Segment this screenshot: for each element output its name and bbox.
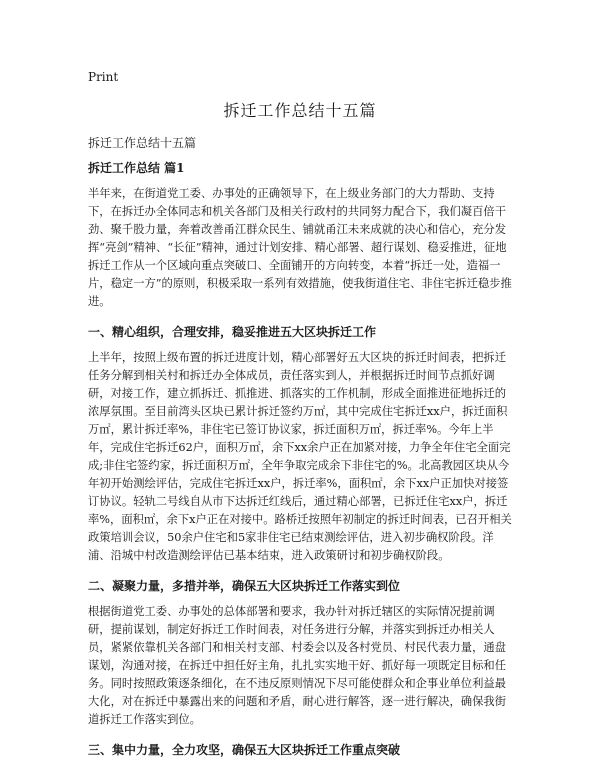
section-paragraph: 上半年，按照上级布置的拆迁进度计划，精心部署好五大区块的拆迁时间表，把拆迁任务分解到相关村和拆迁办全体成员，责任落实到人，并根据拆迁时间节点抓好调研，对接工作，建立抓拆迁、抓推进、抓落实的工作机制，形成全面推进征地拆迁的浓厚氛围。至目前湾头区块已累计拆迁签约万㎡，其中完成住宅拆迁xx户，拆迁面积万㎡，累计拆迁率%，非住宅已签订协议家，拆迁面积万㎡，拆迁率%。今年上半年，完成住宅拆迁62户，面积万㎡，余下xx余户正在加紧对接，力争全年住宅全面完成;非住宅签约家，拆迁面积万㎡，全年争取完成余下非住宅的%。北高教园区块从今年初开始测绘评估，完成住宅拆迁xx户，拆迁率%，面积㎡，余下xx户正加快对接签订协议。轻轨二号线自从市下达拆迁红线后，通过精心部署，已拆迁住宅xx户，拆迁率%，面积㎡，余下x户正在对接中。路桥迁按照年初制定的拆迁时间表，已召开相关政策培训会议，50余户住宅和5家非住宅已结束测绘评估，进入初步确权阶段。洋浦、沿城中村改造测绘评估已基本结束，进入政策研讨和初步确权阶段。 [88, 351, 512, 562]
document-subtitle: 拆迁工作总结十五篇 [88, 136, 197, 150]
print-label: Print [88, 70, 119, 84]
section-heading: 拆迁工作总结 篇1 [88, 161, 185, 175]
section-heading: 二、凝聚力量，多措并举，确保五大区块拆迁工作落实到位 [88, 579, 401, 593]
document-body [88, 160, 516, 767]
section-heading: 三、集中力量，全力攻坚，确保五大区块拆迁工作重点突破 [88, 743, 401, 757]
section-heading: 一、精心组织，合理安排，稳妥推进五大区块拆迁工作 [88, 325, 377, 339]
section-paragraph: 半年来，在街道党工委、办事处的正确领导下，在上级业务部门的大力帮助、支持下，在拆迁办全体同志和机关各部门及相关行政村的共同努力配合下，我们凝百倍干劲、聚千股力量，奔着改善甬江群众民生、铺就甬江未来成就的决心和信心，充分发挥“亮剑”精神、“长征”精神，通过计划安排、精心部署、超行谋划、稳妥推进，征地拆迁工作从一个区域向重点突破口、全面铺开的方向转变，本着“拆迁一处，造福一片，稳定一方”的原则，积极采取一系列有效措施，使我街道住宅、非住宅拆迁稳步推进。 [88, 187, 512, 308]
document-title: 拆迁工作总结十五篇 [223, 101, 377, 120]
section-paragraph: 根据街道党工委、办事处的总体部署和要求，我办针对拆迁辖区的实际情况提前调研，提前谋划，制定好拆迁工作时间表，对任务进行分解，并落实到拆迁办相关人员，紧紧依靠机关各部门和相关村支部、村委会以及各村党员、村民代表力量，通盘谋划，沟通对接，在拆迁中担任好主角，扎扎实实地干好、抓好每一项既定目标和任务。同时按照政策逐条细化，在不违反原则情况下尽可能使群众和企事业单位利益最大化，对在拆迁中暴露出来的问题和矛盾，耐心进行解答，逐一进行解决，确保我街道拆迁工作落实到位。 [88, 605, 506, 726]
